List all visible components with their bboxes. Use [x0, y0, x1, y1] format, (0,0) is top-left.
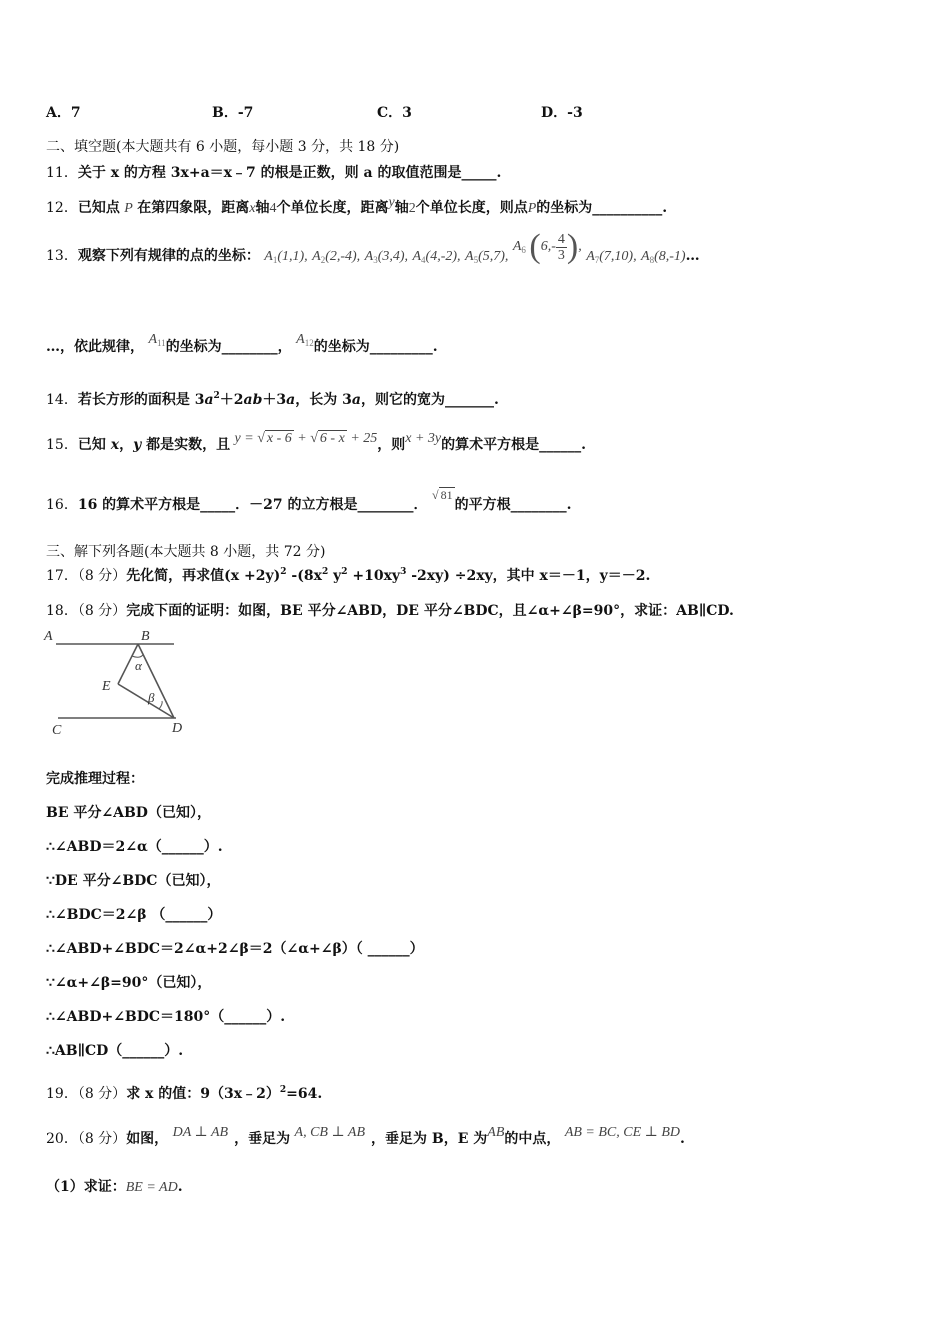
q17-number: 17． — [46, 568, 78, 584]
q15-equation: y = √ x ‐ 6 + √ 6 ‐ x + 25 — [234, 431, 378, 446]
question-18 — [46, 600, 734, 620]
q12-point-p: P — [124, 201, 133, 216]
q13-point-6: $A_6$ (6,‐ $\frac{4}{3}$ ), — [512, 228, 582, 265]
proof-step: ∴∠BDC＝2∠β （______） — [46, 907, 222, 923]
q13-dots: … — [685, 248, 700, 265]
q18-figure — [42, 624, 192, 740]
q20-t1: 如图， — [126, 1131, 169, 1147]
q13-point-3: $A_3(3,4)$, — [364, 249, 409, 266]
q12-two: 2 — [408, 201, 416, 216]
q14-number: 14． — [46, 392, 78, 408]
q12-t1: 已知点 — [77, 200, 120, 216]
proof-step: 完成推理过程： — [46, 771, 144, 787]
question-20 — [46, 1125, 685, 1148]
q20-m1: DA ⊥ AB — [172, 1125, 229, 1140]
q16-sqrt81: √ 81 — [432, 488, 453, 502]
label-c: C — [52, 723, 62, 738]
question-17 — [46, 565, 650, 585]
q12-t5: 轴 — [394, 200, 409, 216]
q15-t5: 的算术平方根是______. — [441, 437, 587, 453]
q13-line2-a: …，依此规律， — [46, 339, 144, 355]
label-d: D — [172, 721, 183, 736]
option-b: B．-7 — [212, 105, 254, 121]
question-13-continued — [46, 332, 438, 356]
q17-text: 先化简，再求值$(x +2y)^2$ $-(8x^2$ $y^2 +10xy^3$ -2xy) ÷2xy，其中 x＝－1，y＝－2. — [126, 567, 651, 584]
q14-text: 若长方形的面积是 $3a^2+2ab+3a$，长为 3a，则它的宽为_______. — [77, 391, 499, 408]
q20-number: 20． — [46, 1131, 78, 1147]
question-20-part-1 — [46, 1176, 183, 1196]
q12-t4: 个单位长度，距离 — [276, 200, 389, 216]
q12-x: x — [249, 201, 256, 216]
proof-step: ∵∠α+∠β=90°（已知）， — [46, 975, 212, 991]
question-14 — [46, 389, 499, 409]
q13-a11: $A_{11}$ — [148, 332, 166, 348]
q13-a12: $A_{12}$ — [296, 332, 314, 348]
q13-point-5: $A_5(5,7)$, — [465, 249, 509, 266]
q12-t2: 在第四象限，距离 — [137, 200, 250, 216]
q19-score: （8 分） — [77, 1086, 127, 1102]
label-a: A — [44, 629, 53, 644]
proof-step: ∴AB∥CD（______）. — [46, 1043, 184, 1059]
q15-number: 15． — [46, 437, 78, 453]
q20-t4: 的中点， — [504, 1131, 561, 1147]
section-2-heading: 二、填空题(本大题共有 6 小题，每小题 3 分，共 18 分) — [46, 139, 400, 155]
q20-p1-end: . — [177, 1179, 183, 1195]
q20-t5: . — [680, 1131, 685, 1147]
q20-m2: A, CB ⊥ AB — [294, 1125, 365, 1140]
q13-intro: 观察下列有规律的点的坐标： — [77, 248, 260, 265]
question-19 — [46, 1083, 322, 1103]
question-12 — [46, 197, 667, 217]
question-13 — [46, 228, 700, 276]
q13-point-4: $A_4(4,‐2)$, — [412, 249, 461, 266]
q13-point-8: $A_8(8,‐1)$ — [641, 249, 686, 266]
q20-p1-label: （1）求证： — [46, 1179, 126, 1195]
q13-point-2: $A_2(2,‐4)$, — [312, 249, 361, 266]
q12-t6: 个单位长度，则点 — [415, 200, 528, 216]
q15-expr: x + 3y — [405, 431, 442, 446]
q13-point-7: $A_7(7,10)$, — [586, 249, 637, 266]
proof-step: ∴∠ABD+∠BDC＝2∠α+2∠β＝2（∠α+∠β）（ ______） — [46, 941, 424, 957]
label-beta: β — [148, 690, 155, 705]
q12-number: 12． — [46, 200, 78, 216]
section-3-heading: 三、解下列各题(本大题共 8 小题，共 72 分) — [46, 544, 326, 560]
label-b: B — [141, 629, 150, 644]
option-a: A．7 — [46, 105, 81, 121]
q20-m4: AB = BC, CE ⊥ BD — [564, 1125, 680, 1140]
q19-number: 19． — [46, 1086, 78, 1102]
label-alpha: α — [135, 658, 142, 673]
question-16 — [46, 488, 572, 514]
q18-text: 完成下面的证明：如图，BE 平分∠ABD，DE 平分∠BDC，且∠α+∠β=90°，求证：AB∥CD. — [126, 603, 734, 619]
q13-point-1: $A_1(1,1)$, — [264, 249, 308, 266]
q12-four: 4 — [269, 201, 277, 216]
q12-t7: 的坐标为__________. — [536, 200, 668, 216]
q15-t4: ，则 — [377, 437, 406, 453]
proof-step: ∴∠ABD＝2∠α（______）. — [46, 839, 223, 855]
q12-y: y — [388, 195, 395, 210]
question-11 — [46, 162, 501, 182]
q19-text: 求 x 的值：9（3x﹣2）$^2$=64. — [126, 1085, 323, 1102]
q20-p1-math: BE = AD — [125, 1180, 178, 1195]
proof-step: BE 平分∠ABD（已知）， — [46, 805, 211, 821]
q13-number: 13． — [46, 248, 78, 265]
proof-step: ∴∠ABD+∠BDC＝180°（______）. — [46, 1009, 286, 1025]
q12-t3: 轴 — [255, 200, 270, 216]
option-c: C．3 — [377, 105, 412, 121]
q17-score: （8 分） — [77, 568, 127, 584]
question-15 — [46, 431, 587, 454]
q20-score: （8 分） — [77, 1131, 127, 1147]
q13-line2-b: 的坐标为________， — [165, 339, 292, 355]
q16-number: 16． — [46, 497, 78, 513]
q16-t1: 16 的算术平方根是_____．－27 的立方根是________． — [77, 497, 428, 513]
q13-line2-c: 的坐标为_________. — [313, 339, 438, 355]
q20-t2: ，垂足为 — [234, 1131, 291, 1147]
option-d: D．-3 — [541, 105, 583, 121]
q11-text: 关于 x 的方程 3x+a＝x﹣7 的根是正数，则 a 的取值范围是_____. — [77, 165, 502, 181]
q11-number: 11． — [46, 165, 78, 181]
q20-t3: ，垂足为 B，E 为 — [371, 1131, 488, 1147]
label-e: E — [102, 679, 111, 694]
q12-point-p2: P — [527, 201, 537, 216]
q16-t2: 的平方根________. — [454, 497, 572, 513]
q18-number: 18． — [46, 603, 78, 619]
proof-step: ∵DE 平分∠BDC（已知）， — [46, 873, 221, 889]
q20-m3: AB — [487, 1125, 505, 1140]
q18-score: （8 分） — [77, 603, 127, 619]
q15-t1: 已知 x，y 都是实数，且 — [77, 437, 231, 453]
beta-arc — [159, 701, 162, 709]
alpha-arc — [132, 655, 143, 657]
